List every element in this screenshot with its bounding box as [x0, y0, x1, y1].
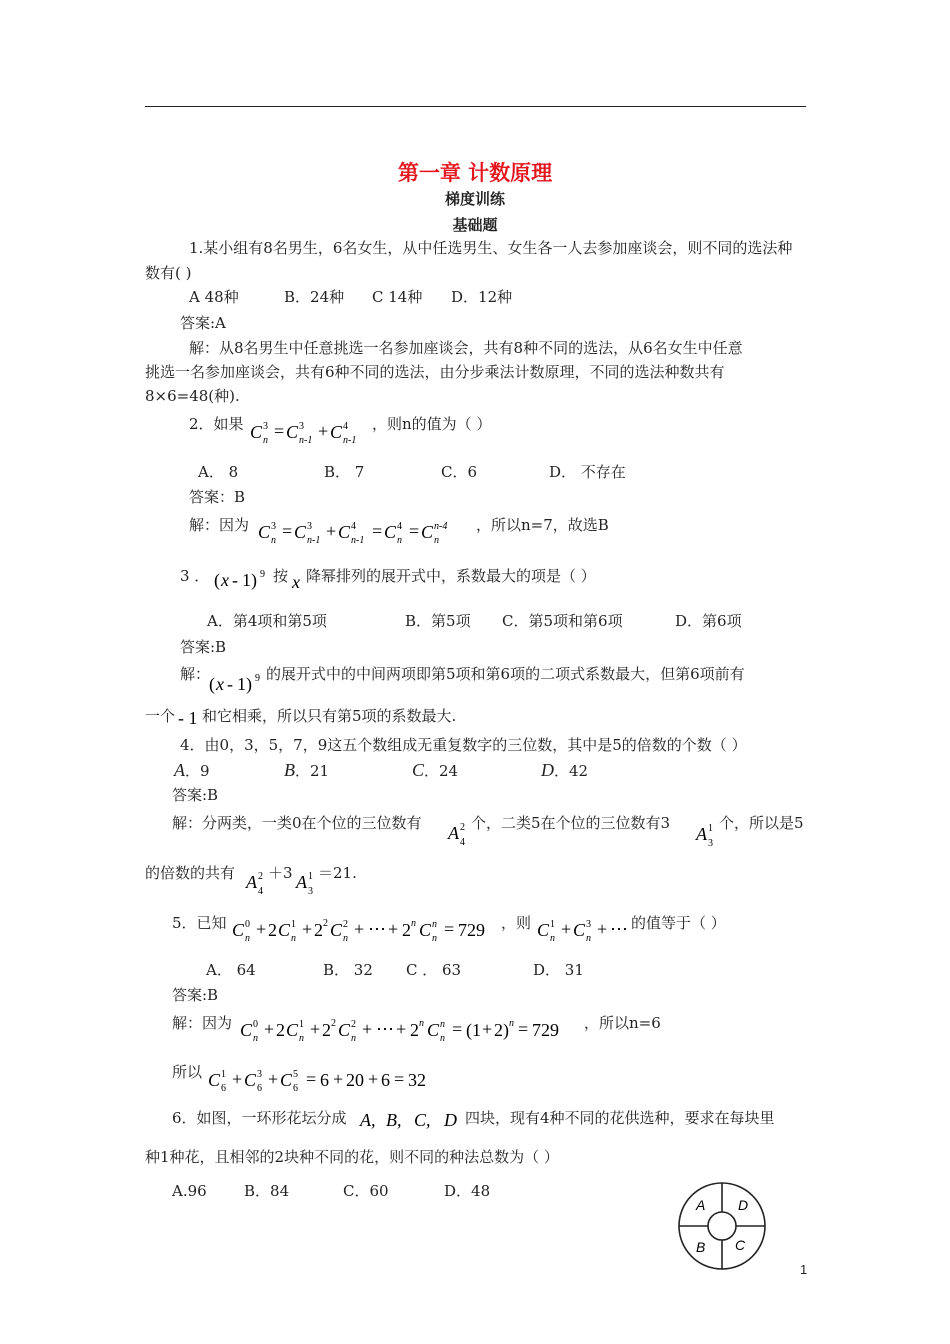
q4-solution-line2-suffix: ＝21.	[318, 864, 357, 882]
svg-text:+: +	[362, 1019, 373, 1039]
q6-option-a: A.96	[172, 1182, 207, 1200]
q6-stem-text1: 6．如图，一环形花坛分成	[172, 1109, 347, 1127]
svg-text:2: 2	[460, 822, 465, 833]
svg-text:C: C	[421, 522, 434, 542]
svg-text:4: 4	[460, 837, 465, 848]
svg-text:+: +	[482, 1019, 493, 1039]
svg-text:3: 3	[586, 919, 591, 930]
svg-text:n: n	[397, 535, 402, 546]
svg-text:n: n	[343, 933, 348, 944]
svg-text:+: +	[368, 1069, 379, 1089]
svg-text:=: =	[409, 521, 420, 541]
q3-option-c: C．第5项和第6项	[502, 612, 623, 630]
svg-text:C: C	[338, 1020, 351, 1040]
q1-option-c: C 14种	[372, 288, 423, 306]
svg-text:4: 4	[258, 886, 263, 897]
svg-text:9: 9	[260, 569, 265, 580]
svg-text:5: 5	[293, 1069, 298, 1080]
svg-text:n-1: n-1	[307, 535, 321, 546]
q2-stem-suffix: ，则n的值为（ ）	[372, 415, 492, 433]
svg-text:C: C	[294, 522, 307, 542]
q3-stem-prefix: 3 ．	[180, 567, 210, 585]
svg-text:x: x	[221, 570, 229, 590]
svg-text:2: 2	[276, 1020, 285, 1040]
svg-text:6: 6	[293, 1083, 298, 1094]
svg-text:3: 3	[299, 421, 304, 432]
svg-text:2: 2	[322, 1020, 331, 1040]
svg-text:x: x	[216, 674, 224, 694]
section-title: 梯度训练	[444, 190, 505, 208]
svg-text:(: (	[209, 674, 215, 694]
svg-text:n: n	[432, 919, 437, 930]
svg-text:D: D	[444, 1110, 457, 1130]
svg-text:+: +	[302, 919, 313, 939]
svg-text:n-1: n-1	[351, 535, 365, 546]
q3-option-d: D．第6项	[675, 612, 742, 630]
q3-solution-line2-prefix: 一个	[145, 707, 176, 725]
q1-solution-line3: 8×6=48(种).	[145, 387, 240, 405]
svg-text:n: n	[586, 933, 591, 944]
q5-stem-mid: ，则	[501, 914, 532, 932]
q2-solution-suffix: ，所以n=7，故选B	[476, 516, 609, 534]
chapter-title: 第一章 计数原理	[397, 161, 553, 185]
svg-text:729: 729	[458, 920, 485, 940]
svg-text:C: C	[427, 1020, 440, 1040]
q3-stem-suffix: 降幂排列的展开式中，系数最大的项是（ ）	[306, 567, 596, 585]
svg-text:4: 4	[351, 521, 356, 532]
svg-text:2: 2	[351, 1019, 356, 1030]
svg-text:+: +	[333, 1069, 344, 1089]
q2-solution-formula	[254, 512, 476, 548]
svg-text:=: =	[518, 1019, 529, 1039]
svg-text:A: A	[296, 872, 307, 892]
q1-solution-line2: 挑选一名参加座谈会，共有6种不同的选法，由分步乘法计数原理，不同的选法种数共有	[145, 363, 725, 381]
q4-solution-line2-mid: ＋3	[268, 864, 293, 882]
q3-option-a: A．第4项和第5项	[207, 612, 327, 630]
svg-text:+: +	[310, 1019, 321, 1039]
svg-text:C: C	[250, 422, 263, 442]
svg-text:3: 3	[708, 838, 713, 849]
q2-option-a: A． 8	[198, 463, 239, 481]
q5-solution-line2-prefix: 所以	[172, 1063, 203, 1081]
svg-text:n-4: n-4	[434, 521, 448, 532]
q4-option-d: D．42	[541, 760, 589, 780]
q5-stem-prefix: 5．已知	[172, 914, 227, 932]
svg-text:2: 2	[331, 1018, 336, 1029]
q5-solution-line2-formula	[206, 1060, 436, 1096]
svg-text:1: 1	[221, 1069, 226, 1080]
svg-text:n-1: n-1	[299, 435, 313, 446]
svg-text:3: 3	[308, 886, 313, 897]
q1-solution-line1: 解：从8名男生中任意挑选一名参加座谈会，共有8种不同的选法，从6名女生中任意	[189, 339, 743, 357]
q5-solution-suffix: ，所以n=6	[584, 1014, 661, 1032]
q2-solution-prefix: 解：因为	[189, 516, 250, 534]
svg-text:+: +	[256, 919, 267, 939]
svg-text:=: =	[306, 1069, 317, 1089]
q3-solution-text: 的展开式中的中间两项即第5项和第6项的二项式系数最大，但第6项前有	[266, 665, 745, 683]
svg-text:4: 4	[397, 521, 402, 532]
svg-text:6: 6	[257, 1083, 262, 1094]
svg-text:2: 2	[323, 918, 328, 929]
q5-option-a: A． 64	[206, 961, 256, 979]
q5-target-formula	[535, 910, 631, 946]
svg-text:-: -	[227, 674, 233, 694]
q3-solution-prefix: 解：	[180, 665, 211, 683]
svg-text:C: C	[278, 920, 291, 940]
svg-text:n: n	[550, 933, 555, 944]
svg-text:3: 3	[307, 521, 312, 532]
q2-answer: 答案：B	[189, 488, 246, 506]
svg-text:C: C	[384, 522, 397, 542]
svg-text:n-1: n-1	[343, 435, 357, 446]
q1-stem-line2: 数有( )	[145, 264, 192, 282]
svg-text:2: 2	[402, 920, 411, 940]
svg-text:C: C	[280, 1070, 293, 1090]
q6-option-b: B．84	[244, 1182, 290, 1200]
q3-solution-binomial	[209, 666, 267, 698]
svg-text:C: C	[419, 920, 432, 940]
svg-text:C: C	[286, 422, 299, 442]
svg-text:2: 2	[258, 871, 263, 882]
q5-solution-formula	[238, 1010, 582, 1046]
q6-option-d: D．48	[444, 1182, 491, 1200]
svg-text:+: +	[264, 1019, 275, 1039]
svg-text:C: C	[244, 1070, 257, 1090]
q4-solution-text2: 个，二类5在个位的三位数有3	[471, 814, 671, 832]
svg-text:+: +	[388, 919, 399, 939]
svg-text:n: n	[299, 1033, 304, 1044]
svg-text:n: n	[432, 933, 437, 944]
svg-text:1: 1	[708, 823, 713, 834]
q4-solution-a31	[294, 866, 318, 898]
svg-text:=: =	[372, 521, 383, 541]
svg-text:C: C	[232, 920, 245, 940]
svg-text:C: C	[240, 1020, 253, 1040]
svg-text:1: 1	[550, 919, 555, 930]
svg-text:+: +	[232, 1069, 243, 1089]
svg-text:C,: C,	[414, 1110, 431, 1130]
svg-text:n: n	[351, 1033, 356, 1044]
q5-formula	[230, 910, 504, 946]
svg-text:0: 0	[245, 919, 250, 930]
svg-text:0: 0	[253, 1019, 258, 1030]
svg-text:n: n	[253, 1033, 258, 1044]
svg-text:A,: A,	[360, 1110, 376, 1130]
q4-option-a: A．9	[174, 760, 210, 780]
svg-text:C: C	[338, 522, 351, 542]
svg-text:⋯: ⋯	[610, 919, 628, 939]
region-label-d: D	[738, 1197, 749, 1213]
q1-stem-line1: 1.某小组有8名男生，6名女生，从中任选男生、女生各一人去参加座谈会，则不同的选法种	[189, 239, 793, 257]
q6-option-c: C．60	[343, 1182, 389, 1200]
svg-text:=: =	[282, 521, 293, 541]
q4-arrangement-a31	[694, 818, 718, 850]
svg-text:n: n	[419, 1018, 424, 1029]
svg-text:+: +	[354, 919, 365, 939]
q5-option-c: C ． 63	[406, 961, 462, 979]
svg-text:20: 20	[346, 1070, 364, 1090]
q4-arrangement-a42	[446, 817, 470, 849]
q4-option-c: C．24	[412, 760, 459, 780]
region-label-c: C	[735, 1237, 746, 1253]
svg-text:A: A	[448, 823, 459, 843]
subsection-title: 基础题	[452, 216, 498, 234]
svg-text:C: C	[330, 920, 343, 940]
svg-text:C: C	[573, 920, 586, 940]
svg-text:C: C	[208, 1070, 221, 1090]
svg-text:-: -	[232, 570, 238, 590]
svg-text:A: A	[696, 824, 707, 844]
svg-text:729: 729	[532, 1020, 559, 1040]
q4-stem: 4．由0，3，5，7，9这五个数组成无重复数字的三位数，其中是5的倍数的个数（ ）	[180, 736, 747, 754]
q4-solution-text3: 个，所以是5	[719, 814, 804, 832]
svg-text:1: 1	[299, 1019, 304, 1030]
svg-text:- 1: - 1	[178, 708, 198, 728]
svg-text:32: 32	[408, 1070, 426, 1090]
q1-option-d: D．12种	[451, 288, 513, 306]
svg-text:n: n	[245, 933, 250, 944]
q5-solution-prefix: 解：因为	[172, 1014, 233, 1032]
svg-text:A: A	[246, 872, 257, 892]
q5-option-b: B． 32	[323, 961, 373, 979]
q2-option-d: D． 不存在	[549, 463, 626, 481]
svg-text:6: 6	[221, 1083, 226, 1094]
svg-text:B,: B,	[386, 1110, 402, 1130]
q3-variable-x	[290, 566, 306, 594]
page-number: 1	[800, 1262, 808, 1277]
svg-text:+: +	[326, 521, 337, 541]
svg-text:1: 1	[291, 919, 296, 930]
svg-text:1): 1)	[242, 570, 257, 590]
svg-text:n: n	[440, 1033, 445, 1044]
q4-answer: 答案:B	[172, 786, 219, 804]
svg-text:2: 2	[314, 920, 323, 940]
svg-text:+: +	[597, 919, 608, 939]
q3-binomial	[214, 562, 274, 594]
svg-text:C: C	[537, 920, 550, 940]
q4-solution-text1: 解：分两类，一类0在个位的三位数有	[172, 814, 422, 832]
q5-stem-suffix: 的值等于（ ）	[631, 914, 726, 932]
q3-option-b: B．第5项	[405, 612, 471, 630]
svg-text:(1: (1	[466, 1020, 481, 1040]
q5-answer: 答案:B	[172, 986, 219, 1004]
svg-text:x: x	[292, 572, 300, 592]
q1-option-b: B．24种	[284, 288, 345, 306]
svg-text:3: 3	[271, 521, 276, 532]
region-label-b: B	[696, 1239, 706, 1255]
svg-text:⋯: ⋯	[368, 919, 386, 939]
svg-text:=: =	[452, 1019, 463, 1039]
q1-answer: 答案:A	[180, 314, 226, 332]
q4-option-b: B．21	[284, 760, 330, 780]
svg-text:+: +	[561, 919, 572, 939]
svg-text:+: +	[318, 421, 329, 441]
q3-stem-mid: 按	[273, 567, 289, 585]
q2-option-b: B． 7	[324, 463, 365, 481]
q5-option-d: D． 31	[533, 961, 584, 979]
svg-text:n: n	[271, 535, 276, 546]
svg-text:n: n	[440, 1019, 445, 1030]
svg-text:6: 6	[320, 1070, 329, 1090]
svg-text:4: 4	[343, 421, 348, 432]
svg-text:2: 2	[410, 1020, 419, 1040]
svg-text:+: +	[268, 1069, 279, 1089]
q2-option-c: C．6	[441, 463, 478, 481]
q2-formula	[246, 412, 372, 448]
q4-solution-a42	[244, 866, 268, 898]
svg-text:n: n	[434, 535, 439, 546]
svg-text:=: =	[394, 1069, 405, 1089]
svg-text:2: 2	[343, 919, 348, 930]
svg-text:3: 3	[257, 1069, 262, 1080]
q1-option-a: A 48种	[189, 288, 239, 306]
q3-answer: 答案:B	[180, 638, 227, 656]
q4-solution-line2-prefix: 的倍数的共有	[145, 864, 236, 882]
svg-text:C: C	[258, 522, 271, 542]
svg-text:n: n	[291, 933, 296, 944]
header-rule	[145, 106, 806, 107]
q2-stem-prefix: 2．如果	[189, 415, 244, 433]
q3-solution-line2-suffix: 和它相乘，所以只有第5项的系数最大.	[202, 707, 457, 725]
svg-text:9: 9	[255, 673, 260, 684]
svg-text:+: +	[396, 1019, 407, 1039]
q6-stem-text2: 四块，现有4种不同的花供选种，要求在每块里	[465, 1109, 775, 1127]
svg-text:⋯: ⋯	[376, 1019, 394, 1039]
svg-text:1: 1	[308, 871, 313, 882]
svg-text:6: 6	[381, 1070, 390, 1090]
svg-text:=: =	[444, 919, 455, 939]
svg-text:=: =	[274, 421, 285, 441]
region-label-a: A	[696, 1197, 706, 1213]
svg-text:3: 3	[263, 421, 268, 432]
svg-text:n: n	[509, 1018, 514, 1029]
svg-text:n: n	[411, 918, 416, 929]
svg-text:2): 2)	[494, 1020, 509, 1040]
q6-region-labels	[358, 1104, 464, 1132]
svg-text:1): 1)	[237, 674, 252, 694]
svg-text:C: C	[330, 422, 343, 442]
svg-text:(: (	[214, 570, 220, 590]
q6-stem-line2: 种1种花，且相邻的2块种不同的花，则不同的种法总数为（ ）	[145, 1148, 559, 1166]
ring-garden-diagram	[676, 1180, 772, 1276]
q3-minus-one	[176, 702, 202, 730]
svg-text:2: 2	[268, 920, 277, 940]
svg-text:C: C	[286, 1020, 299, 1040]
svg-text:n: n	[263, 435, 268, 446]
